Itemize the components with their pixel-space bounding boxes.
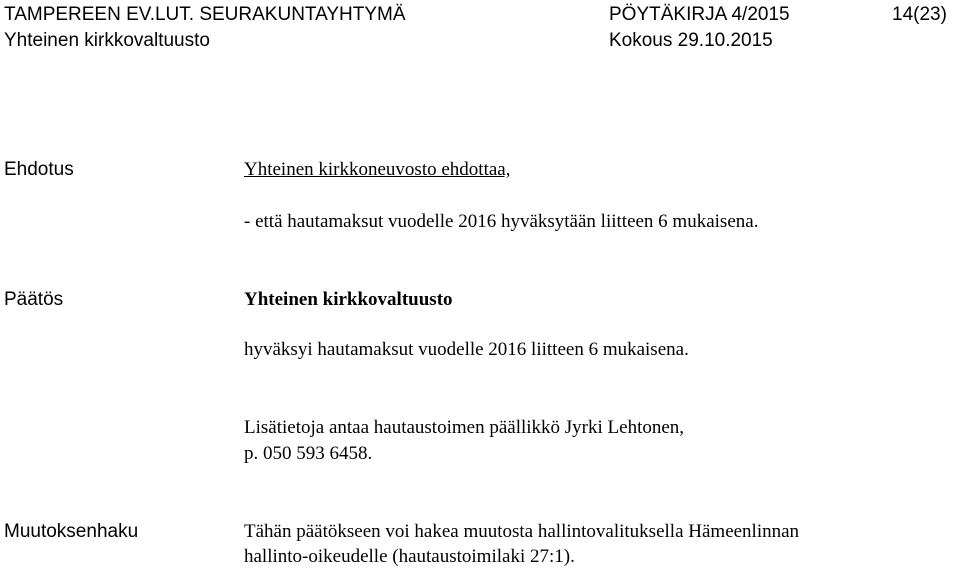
proposal-heading: Yhteinen kirkkoneuvosto ehdottaa,: [244, 159, 511, 180]
appeal-text-line2: hallinto-oikeudelle (hautaustoimilaki 27:1).: [244, 546, 575, 567]
document-type: PÖYTÄKIRJA 4/2015: [609, 4, 790, 25]
organization-name: TAMPEREEN EV.LUT. SEURAKUNTAYHTYMÄ: [4, 4, 406, 25]
decision-label: Päätös: [4, 289, 64, 310]
decision-heading: Yhteinen kirkkovaltuusto: [244, 289, 453, 310]
appeal-text-line1: Tähän päätökseen voi hakea muutosta hallintovalituksella Hämeenlinnan: [244, 521, 800, 542]
body-name: Yhteinen kirkkovaltuusto: [4, 30, 210, 51]
decision-info-line2: p. 050 593 6458.: [244, 443, 373, 464]
proposal-label: Ehdotus: [4, 159, 74, 180]
decision-info-line1: Lisätietoja antaa hautaustoimen päällikkö Jyrki Lehtonen,: [244, 417, 685, 438]
appeal-label: Muutoksenhaku: [4, 521, 139, 542]
proposal-text: - että hautamaksut vuodelle 2016 hyväksytään liitteen 6 mukaisena.: [244, 211, 759, 232]
page-number: 14(23): [892, 4, 947, 25]
meeting-date: Kokous 29.10.2015: [609, 30, 773, 51]
decision-text: hyväksyi hautamaksut vuodelle 2016 liitteen 6 mukaisena.: [244, 339, 689, 360]
